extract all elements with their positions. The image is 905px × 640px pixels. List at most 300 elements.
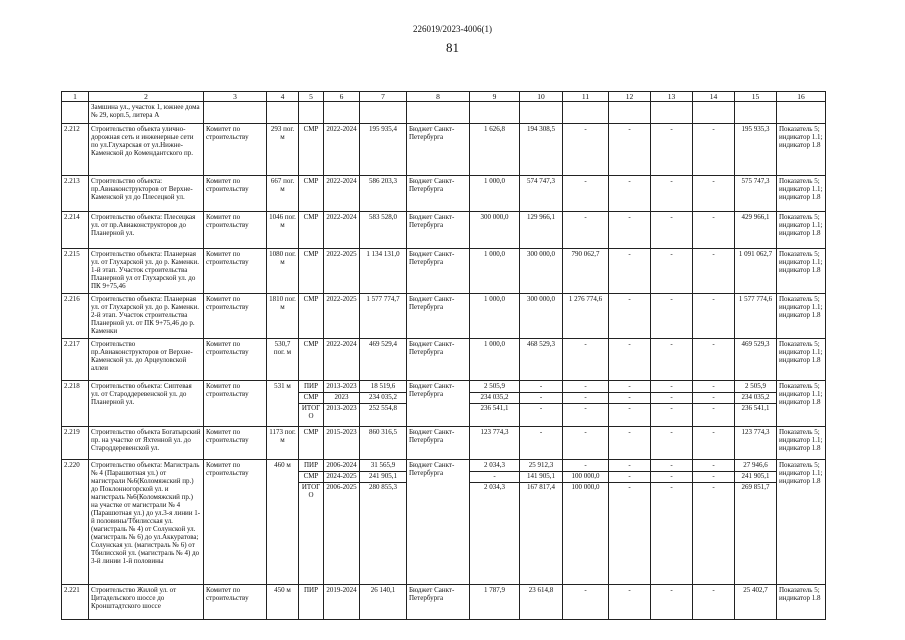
- c12-value: -: [609, 393, 650, 404]
- c14-value: -: [712, 213, 715, 221]
- c13-value: -: [651, 382, 692, 393]
- c9-value: 236 541,1: [480, 404, 509, 412]
- row-totals: [360, 585, 407, 620]
- row-c14: [693, 381, 735, 427]
- c10-value: 300 000,0: [527, 295, 555, 303]
- row-name: Строительство объекта: Сиптевая ул. от Староддеревенской ул. до Планерной ул.: [89, 381, 204, 427]
- c13-value: -: [670, 404, 673, 412]
- row-c13: [651, 294, 693, 339]
- c11-value: -: [584, 213, 587, 221]
- c10-value: 25 912,3: [520, 461, 562, 472]
- row-c15: [735, 176, 777, 212]
- c14-value: -: [712, 340, 715, 348]
- row-no: 2.215: [62, 249, 89, 294]
- row-periods: [324, 212, 360, 249]
- totals-value: 234 035,2: [360, 393, 406, 404]
- c9-value: 234 035,2: [470, 393, 519, 404]
- c11-value: 100 000,0: [571, 483, 600, 491]
- row-stages: [299, 249, 324, 294]
- c13-value: -: [670, 213, 673, 221]
- c14-value: -: [712, 125, 715, 133]
- row-c11: [563, 249, 609, 294]
- row-c9: [470, 176, 520, 212]
- row-c12: [609, 124, 651, 176]
- stages-value: СМР: [303, 213, 319, 221]
- c13-value: -: [670, 340, 673, 348]
- row-c12: [609, 339, 651, 381]
- c11-value: -: [584, 340, 587, 348]
- c11-value: 790 062,7: [571, 250, 600, 258]
- totals-value: 195 935,4: [369, 125, 397, 133]
- row-c13: [651, 124, 693, 176]
- c12-value: -: [628, 177, 631, 185]
- row-source: Бюджет Санкт-Петербурга: [407, 585, 470, 620]
- totals-value: 26 140,1: [370, 586, 396, 594]
- row-source: Бюджет Санкт-Петербурга: [407, 427, 470, 460]
- stages-value: ПИР: [299, 382, 323, 393]
- stages-value: СМР: [299, 472, 323, 483]
- c11-value: -: [584, 177, 587, 185]
- cell: [324, 102, 360, 124]
- c9-value: -: [470, 472, 519, 483]
- row-indicators: Показатель 5; индикатор 1.1; индикатор 1.8: [777, 427, 826, 460]
- row-c10: [520, 585, 563, 620]
- row-c14: [693, 294, 735, 339]
- periods-value: 2013-2023: [326, 404, 357, 412]
- column-header: 14: [693, 92, 735, 102]
- row-name: Строительство объекта улично-дорожная сеть и инженерные сети по ул.Глухарская от ул.Нижне-Каменской до Комендантского пр.: [89, 124, 204, 176]
- row-capacity: 293 пог. м: [267, 124, 299, 176]
- c11-value: 100 000,0: [563, 472, 608, 483]
- c15-value: 575 747,3: [741, 177, 770, 185]
- row-c10: [520, 427, 563, 460]
- row-name: Строительство объекта: пр.Авиаконструкторов от Верхне-Каменской ул до Плесецкой ул.: [89, 176, 204, 212]
- row-c11: [563, 294, 609, 339]
- page-number: 81: [446, 40, 459, 55]
- row-periods: [324, 585, 360, 620]
- row-c10: [520, 339, 563, 381]
- row-source: Бюджет Санкт-Петербурга: [407, 460, 470, 585]
- stages-value: ПИР: [299, 461, 323, 472]
- c10-value: 141 905,1: [520, 472, 562, 483]
- row-c9: [470, 294, 520, 339]
- row-totals: [360, 427, 407, 460]
- cell: [693, 102, 735, 124]
- c15-value: 241 905,1: [735, 472, 776, 483]
- periods-value: 2022-2024: [326, 177, 357, 185]
- row-name: Строительство Жилой ул. от Цитадельского шоссе до Кронштадтского шоссе: [89, 585, 204, 620]
- c9-value: 1 000,0: [484, 177, 505, 185]
- row-c9: [470, 460, 520, 585]
- periods-value: 2006-2025: [326, 483, 357, 491]
- table-row: [62, 339, 826, 381]
- row-c13: [651, 585, 693, 620]
- cell: [563, 102, 609, 124]
- row-stages: [299, 427, 324, 460]
- c10-value: -: [539, 404, 543, 412]
- row-c15: [735, 460, 777, 585]
- row-customer: Комитет по строительству: [204, 124, 267, 176]
- c9-value: 2 034,3: [484, 483, 505, 491]
- row-c9: [470, 212, 520, 249]
- cell: [609, 102, 651, 124]
- totals-value: 18 519,6: [360, 382, 406, 393]
- cell: [62, 102, 89, 124]
- row-stages: [299, 212, 324, 249]
- stages-value: СМР: [303, 250, 319, 258]
- c11-value: -: [563, 461, 608, 472]
- c10-value: 167 817,4: [527, 483, 555, 491]
- c14-value: -: [712, 177, 715, 185]
- row-c11: [563, 460, 609, 585]
- row-c12: [609, 585, 651, 620]
- row-source: Бюджет Санкт-Петербурга: [407, 381, 470, 427]
- periods-value: 2006-2024: [324, 461, 359, 472]
- row-indicators: Показатель 5; индикатор 1.1; индикатор 1.8: [777, 339, 826, 381]
- row-stages: [299, 460, 324, 585]
- c15-value: 234 035,2: [735, 393, 776, 404]
- row-c15: [735, 339, 777, 381]
- periods-value: 2023: [324, 393, 359, 404]
- c12-value: -: [628, 213, 631, 221]
- c10-value: 300 000,0: [527, 250, 555, 258]
- periods-value: 2022-2024: [326, 125, 357, 133]
- row-c15: [735, 124, 777, 176]
- c12-value: -: [609, 382, 650, 393]
- row-c14: [693, 339, 735, 381]
- row-periods: [324, 427, 360, 460]
- stages-value: СМР: [303, 177, 319, 185]
- c10-value: 468 529,3: [527, 340, 555, 348]
- row-c13: [651, 212, 693, 249]
- row-indicators: Показатель 5; индикатор 1.1; индикатор 1.8: [777, 176, 826, 212]
- row-c11: [563, 381, 609, 427]
- cell: [651, 102, 693, 124]
- totals-value: 252 554,8: [369, 404, 397, 412]
- totals-value: 280 855,3: [369, 483, 397, 491]
- c15-value: 469 529,3: [741, 340, 770, 348]
- row-customer: Комитет по строительству: [204, 427, 267, 460]
- row-no: 2.214: [62, 212, 89, 249]
- c10-value: 129 966,1: [527, 213, 555, 221]
- column-header: 12: [609, 92, 651, 102]
- column-header: 2: [89, 92, 204, 102]
- row-periods: [324, 294, 360, 339]
- row-c10: [520, 460, 563, 585]
- c9-value: 1 000,0: [484, 250, 505, 258]
- row-c10: [520, 124, 563, 176]
- row-periods: [324, 124, 360, 176]
- column-header: 6: [324, 92, 360, 102]
- row-c13: [651, 381, 693, 427]
- c11-value: 1 276 774,6: [568, 295, 603, 303]
- c13-value: -: [651, 461, 692, 472]
- stages-value: ИТОГО: [301, 483, 321, 499]
- row-indicators: Показатель 5; индикатор 1.1; индикатор 1.8: [777, 381, 826, 427]
- c9-value: 123 774,3: [480, 428, 509, 436]
- row-c12: [609, 427, 651, 460]
- row-totals: [360, 176, 407, 212]
- c9-value: 1 787,9: [484, 586, 505, 594]
- row-c14: [693, 212, 735, 249]
- row-c14: [693, 427, 735, 460]
- totals-value: 1 577 774,7: [366, 295, 400, 303]
- c14-value: -: [693, 472, 734, 483]
- c12-value: -: [628, 586, 631, 594]
- row-customer: Комитет по строительству: [204, 381, 267, 427]
- row-name: Строительство объекта: Плесецкая ул. от пр.Авиаконструкторов до Планерной ул.: [89, 212, 204, 249]
- row-c12: [609, 249, 651, 294]
- row-capacity: 1810 пог. м: [267, 294, 299, 339]
- column-header: 16: [777, 92, 826, 102]
- column-header: 15: [735, 92, 777, 102]
- row-periods: [324, 176, 360, 212]
- c14-value: -: [712, 404, 715, 412]
- row-c10: [520, 249, 563, 294]
- row-c11: [563, 339, 609, 381]
- periods-value: 2022-2024: [326, 340, 357, 348]
- c9-value: 1 000,0: [484, 295, 505, 303]
- column-header: 11: [563, 92, 609, 102]
- c13-value: -: [670, 483, 673, 491]
- cell: [204, 102, 267, 124]
- row-indicators: Показатель 5; индикатор 1.8: [777, 585, 826, 620]
- totals-value: 586 203,3: [369, 177, 397, 185]
- row-capacity: 667 пог. м: [267, 176, 299, 212]
- row-c10: [520, 212, 563, 249]
- row-no: 2.212: [62, 124, 89, 176]
- c13-value: -: [670, 250, 673, 258]
- cell: [735, 102, 777, 124]
- row-c11: [563, 124, 609, 176]
- row-c14: [693, 249, 735, 294]
- table-row: [62, 460, 826, 585]
- row-c12: [609, 176, 651, 212]
- row-totals: [360, 460, 407, 585]
- row-customer: Комитет по строительству: [204, 212, 267, 249]
- c12-value: -: [628, 483, 631, 491]
- row-name: Строительство объекта: Планерная ул. от Глухарской ул. до р. Каменки. 2-й этап. Участок строительства Планерной ул. от ПК 9+75,46 до р. Каменки: [89, 294, 204, 339]
- periods-value: 2019-2024: [326, 586, 357, 594]
- table-row: [62, 294, 826, 339]
- row-periods: [324, 339, 360, 381]
- row-c11: [563, 585, 609, 620]
- c12-value: -: [628, 428, 631, 436]
- cell: [407, 102, 470, 124]
- row-indicators: Показатель 5; индикатор 1.1; индикатор 1.8: [777, 212, 826, 249]
- c15-value: 27 946,6: [735, 461, 776, 472]
- row-c14: [693, 585, 735, 620]
- row-totals: [360, 294, 407, 339]
- row-c13: [651, 460, 693, 585]
- row-no: 2.218: [62, 381, 89, 427]
- column-header-row: [62, 92, 826, 102]
- c15-value: 123 774,3: [741, 428, 770, 436]
- row-c9: [470, 249, 520, 294]
- periods-value: 2022-2025: [326, 295, 357, 303]
- stages-value: СМР: [303, 340, 319, 348]
- column-header: 5: [299, 92, 324, 102]
- row-indicators: Показатель 5; индикатор 1.1; индикатор 1.8: [777, 249, 826, 294]
- row-c15: [735, 212, 777, 249]
- column-header: 7: [360, 92, 407, 102]
- periods-value: 2024-2025: [324, 472, 359, 483]
- c13-value: -: [670, 177, 673, 185]
- stages-value: СМР: [299, 393, 323, 404]
- row-totals: [360, 381, 407, 427]
- row-customer: Комитет по строительству: [204, 294, 267, 339]
- row-periods: [324, 460, 360, 585]
- row-c14: [693, 460, 735, 585]
- row-c9: [470, 124, 520, 176]
- row-stages: [299, 294, 324, 339]
- c15-value: 1 091 062,7: [738, 250, 773, 258]
- periods-value: 2022-2025: [326, 250, 357, 258]
- c13-value: -: [651, 472, 692, 483]
- row-c12: [609, 294, 651, 339]
- totals-value: 860 316,5: [369, 428, 397, 436]
- totals-value: 241 905,1: [360, 472, 406, 483]
- c11-value: -: [563, 382, 608, 393]
- row-customer: Комитет по строительству: [204, 249, 267, 294]
- row-source: Бюджет Санкт-Петербурга: [407, 176, 470, 212]
- row-customer: Комитет по строительству: [204, 339, 267, 381]
- table-row: [62, 585, 826, 620]
- c14-value: -: [693, 461, 734, 472]
- row-periods: [324, 249, 360, 294]
- row-stages: [299, 585, 324, 620]
- row-c13: [651, 176, 693, 212]
- row-stages: [299, 124, 324, 176]
- row-capacity: 531 м: [267, 381, 299, 427]
- c13-value: -: [670, 586, 673, 594]
- c11-value: -: [584, 404, 587, 412]
- c15-value: 195 935,3: [741, 125, 770, 133]
- row-stages: [299, 176, 324, 212]
- table-row: [62, 427, 826, 460]
- row-c11: [563, 212, 609, 249]
- table-row: [62, 212, 826, 249]
- row-source: Бюджет Санкт-Петербурга: [407, 339, 470, 381]
- cell: [520, 102, 563, 124]
- row-c10: [520, 381, 563, 427]
- row-no: 2.220: [62, 460, 89, 585]
- row-totals: [360, 339, 407, 381]
- row-totals: [360, 124, 407, 176]
- column-header: 4: [267, 92, 299, 102]
- c15-value: 429 966,1: [741, 213, 770, 221]
- table-row: [62, 381, 826, 427]
- c10-value: 194 308,5: [527, 125, 555, 133]
- row-capacity: 460 м: [267, 460, 299, 585]
- row-capacity: 1080 пог. м: [267, 249, 299, 294]
- row-no: 2.217: [62, 339, 89, 381]
- c11-value: -: [584, 586, 587, 594]
- c15-value: 25 402,7: [743, 586, 768, 594]
- row-c10: [520, 176, 563, 212]
- c14-value: -: [712, 483, 715, 491]
- row-indicators: Показатель 5; индикатор 1.1; индикатор 1.8: [777, 460, 826, 585]
- c15-value: 2 505,9: [735, 382, 776, 393]
- row-c14: [693, 176, 735, 212]
- row-c9: [470, 381, 520, 427]
- row-indicators: Показатель 5; индикатор 1.1; индикатор 1.8: [777, 294, 826, 339]
- column-header: 3: [204, 92, 267, 102]
- row-c15: [735, 427, 777, 460]
- row-indicators: Показатель 5; индикатор 1.1; индикатор 1.8: [777, 124, 826, 176]
- c11-value: -: [584, 125, 587, 133]
- continuation-row: [62, 102, 826, 124]
- row-customer: Комитет по строительству: [204, 460, 267, 585]
- column-header: 10: [520, 92, 563, 102]
- row-c13: [651, 339, 693, 381]
- row-source: Бюджет Санкт-Петербурга: [407, 249, 470, 294]
- row-capacity: 1173 пог. м: [267, 427, 299, 460]
- row-c11: [563, 176, 609, 212]
- c10-value: -: [520, 382, 562, 393]
- totals-value: 31 565,9: [360, 461, 406, 472]
- stages-value: ИТОГО: [301, 404, 321, 420]
- c9-value: 1 626,8: [484, 125, 505, 133]
- totals-value: 583 528,0: [369, 213, 397, 221]
- table-row: [62, 176, 826, 212]
- row-source: Бюджет Санкт-Петербурга: [407, 212, 470, 249]
- c12-value: -: [628, 125, 631, 133]
- c10-value: -: [520, 393, 562, 404]
- totals-value: 1 134 131,0: [366, 250, 400, 258]
- row-capacity: 1046 пог. м: [267, 212, 299, 249]
- c9-value: 1 000,0: [484, 340, 505, 348]
- c14-value: -: [712, 586, 715, 594]
- c10-value: 574 747,3: [527, 177, 555, 185]
- c14-value: -: [693, 382, 734, 393]
- table-row: [62, 249, 826, 294]
- c9-value: 2 505,9: [470, 382, 519, 393]
- stages-value: СМР: [303, 428, 319, 436]
- column-header: 9: [470, 92, 520, 102]
- row-c9: [470, 585, 520, 620]
- c14-value: -: [712, 295, 715, 303]
- c9-value: 300 000,0: [480, 213, 509, 221]
- row-periods: [324, 381, 360, 427]
- row-c9: [470, 339, 520, 381]
- row-name: Строительство объекта Богатырский пр. на участке от Яхтенной ул. до Староддеревенской ул.: [89, 427, 204, 460]
- row-no: 2.213: [62, 176, 89, 212]
- c11-value: -: [563, 393, 608, 404]
- row-c15: [735, 381, 777, 427]
- row-c12: [609, 381, 651, 427]
- c12-value: -: [628, 250, 631, 258]
- document-number: 226019/2023-4006(1): [413, 24, 492, 34]
- stages-value: СМР: [303, 295, 319, 303]
- row-no: 2.221: [62, 585, 89, 620]
- c15-value: 236 541,1: [741, 404, 770, 412]
- row-c10: [520, 294, 563, 339]
- cell: [360, 102, 407, 124]
- column-header: 8: [407, 92, 470, 102]
- row-c13: [651, 249, 693, 294]
- c13-value: -: [670, 295, 673, 303]
- periods-value: 2022-2024: [326, 213, 357, 221]
- cell: [267, 102, 299, 124]
- stages-value: СМР: [303, 125, 319, 133]
- column-header: 1: [62, 92, 89, 102]
- row-name: Строительство объекта: Планерная ул. от Глухарской ул. до р. Каменки. 1-й этап. Участок строительства Планерной ул от Глухарской ул. до ПК 9+75,46: [89, 249, 204, 294]
- stages-value: ПИР: [303, 586, 318, 594]
- periods-value: 2013-2023: [324, 382, 359, 393]
- c10-value: -: [539, 428, 543, 436]
- totals-value: 469 529,4: [369, 340, 397, 348]
